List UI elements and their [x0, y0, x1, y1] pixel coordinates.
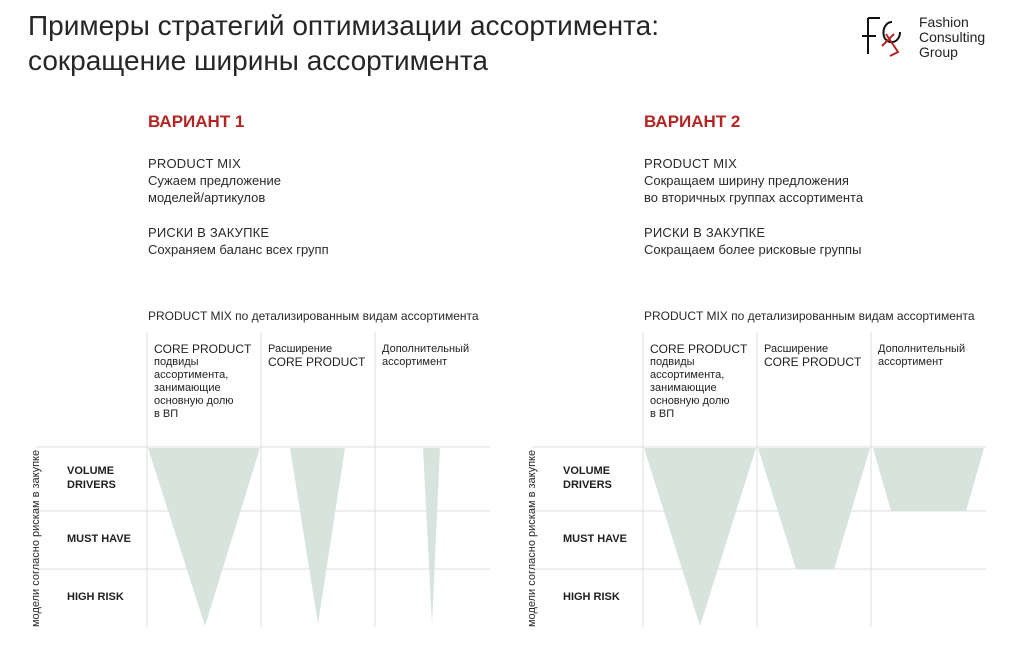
column-header-additional [382, 343, 469, 369]
row-label-must-have [67, 532, 131, 546]
logo-line-2: Consulting [919, 29, 986, 45]
risk-heading: РИСКИ В ЗАКУПКЕ [644, 225, 766, 240]
page-title-line-2: сокращение ширины ассортимента [28, 45, 488, 76]
column-header-line: CORE PRODUCT [154, 342, 252, 356]
column-header-additional [878, 343, 965, 369]
risk-text: Сокращаем более рисковые группы [644, 242, 862, 257]
diagram-caption: PRODUCT MIX по детализированным видам ассортимента [644, 309, 975, 323]
column-header-line: CORE PRODUCT [650, 342, 748, 356]
column-header-core-extension [764, 343, 861, 369]
row-label-line: HIGH RISK [67, 591, 124, 603]
product-mix-text-line-1: Сужаем предложение [148, 173, 281, 188]
column-header-line: подвиды [154, 356, 199, 368]
assortment-diagram [0, 0, 490, 652]
row-label-volume-drivers [563, 464, 612, 492]
column-header-line: основную долю [650, 395, 730, 407]
logo-line-3: Group [919, 44, 958, 60]
column-header-line: в ВП [650, 408, 675, 420]
risk-heading: РИСКИ В ЗАКУПКЕ [148, 225, 270, 240]
column-header-line: CORE PRODUCT [268, 355, 366, 369]
column-header-line: Дополнительный [878, 343, 966, 355]
column-header-line: в ВП [154, 408, 179, 420]
column-header-line: подвиды [650, 356, 695, 368]
row-label-line: MUST HAVE [67, 533, 131, 545]
variant-title: ВАРИАНТ 2 [644, 112, 741, 131]
diagram-caption: PRODUCT MIX по детализированным видам ассортимента [148, 309, 479, 323]
column-header-line: ассортимент [878, 356, 944, 368]
column-header-core-extension [268, 343, 365, 369]
variant-1-panel [0, 0, 490, 652]
variant-2-panel [496, 0, 986, 652]
row-label-must-have [563, 532, 627, 546]
product-mix-text-line-2: во вторичных группах ассортимента [644, 190, 864, 205]
column-header-line: Расширение [764, 343, 829, 355]
core-extension-volume-shape [758, 448, 870, 569]
core-product-volume-shape [644, 448, 756, 626]
page-title-line-1: Примеры стратегий оптимизации ассортимента: [28, 10, 659, 41]
additional-assortment-volume-shape [423, 448, 440, 624]
additional-assortment-volume-shape [873, 448, 984, 511]
product-mix-heading: PRODUCT MIX [644, 156, 737, 171]
row-label-line: VOLUME [67, 465, 115, 477]
row-label-line: MUST HAVE [563, 533, 627, 545]
column-header-line: занимающие [650, 382, 717, 394]
row-label-line: DRIVERS [563, 479, 612, 491]
product-mix-heading: PRODUCT MIX [148, 156, 241, 171]
variant-title: ВАРИАНТ 1 [148, 112, 245, 131]
column-header-line: Расширение [268, 343, 333, 355]
column-header-line: CORE PRODUCT [764, 355, 862, 369]
row-label-line: DRIVERS [67, 479, 116, 491]
row-label-volume-drivers [67, 464, 116, 492]
column-header-core-product [154, 343, 251, 421]
column-header-line: основную долю [154, 395, 234, 407]
row-label-high-risk [563, 590, 620, 604]
assortment-diagram [496, 0, 986, 652]
column-header-core-product [650, 343, 747, 421]
column-header-line: ассортимент [382, 356, 448, 368]
row-label-line: VOLUME [563, 465, 611, 477]
logo-line-1: Fashion [919, 14, 969, 30]
column-header-line: занимающие [154, 382, 221, 394]
column-header-line: ассортимента, [650, 369, 725, 381]
risk-text: Сохраняем баланс всех групп [148, 242, 329, 257]
column-header-line: ассортимента, [154, 369, 229, 381]
product-mix-text-line-1: Сокращаем ширину предложения [644, 173, 849, 188]
row-label-line: HIGH RISK [563, 591, 620, 603]
row-label-high-risk [67, 590, 124, 604]
column-header-line: Дополнительный [382, 343, 470, 355]
vertical-axis-label: модели согласно рискам в закупке [30, 449, 42, 627]
product-mix-text-line-2: моделей/артикулов [148, 190, 266, 205]
vertical-axis-label: модели согласно рискам в закупке [526, 449, 538, 627]
core-extension-volume-shape [290, 448, 345, 624]
core-product-volume-shape [148, 448, 260, 626]
